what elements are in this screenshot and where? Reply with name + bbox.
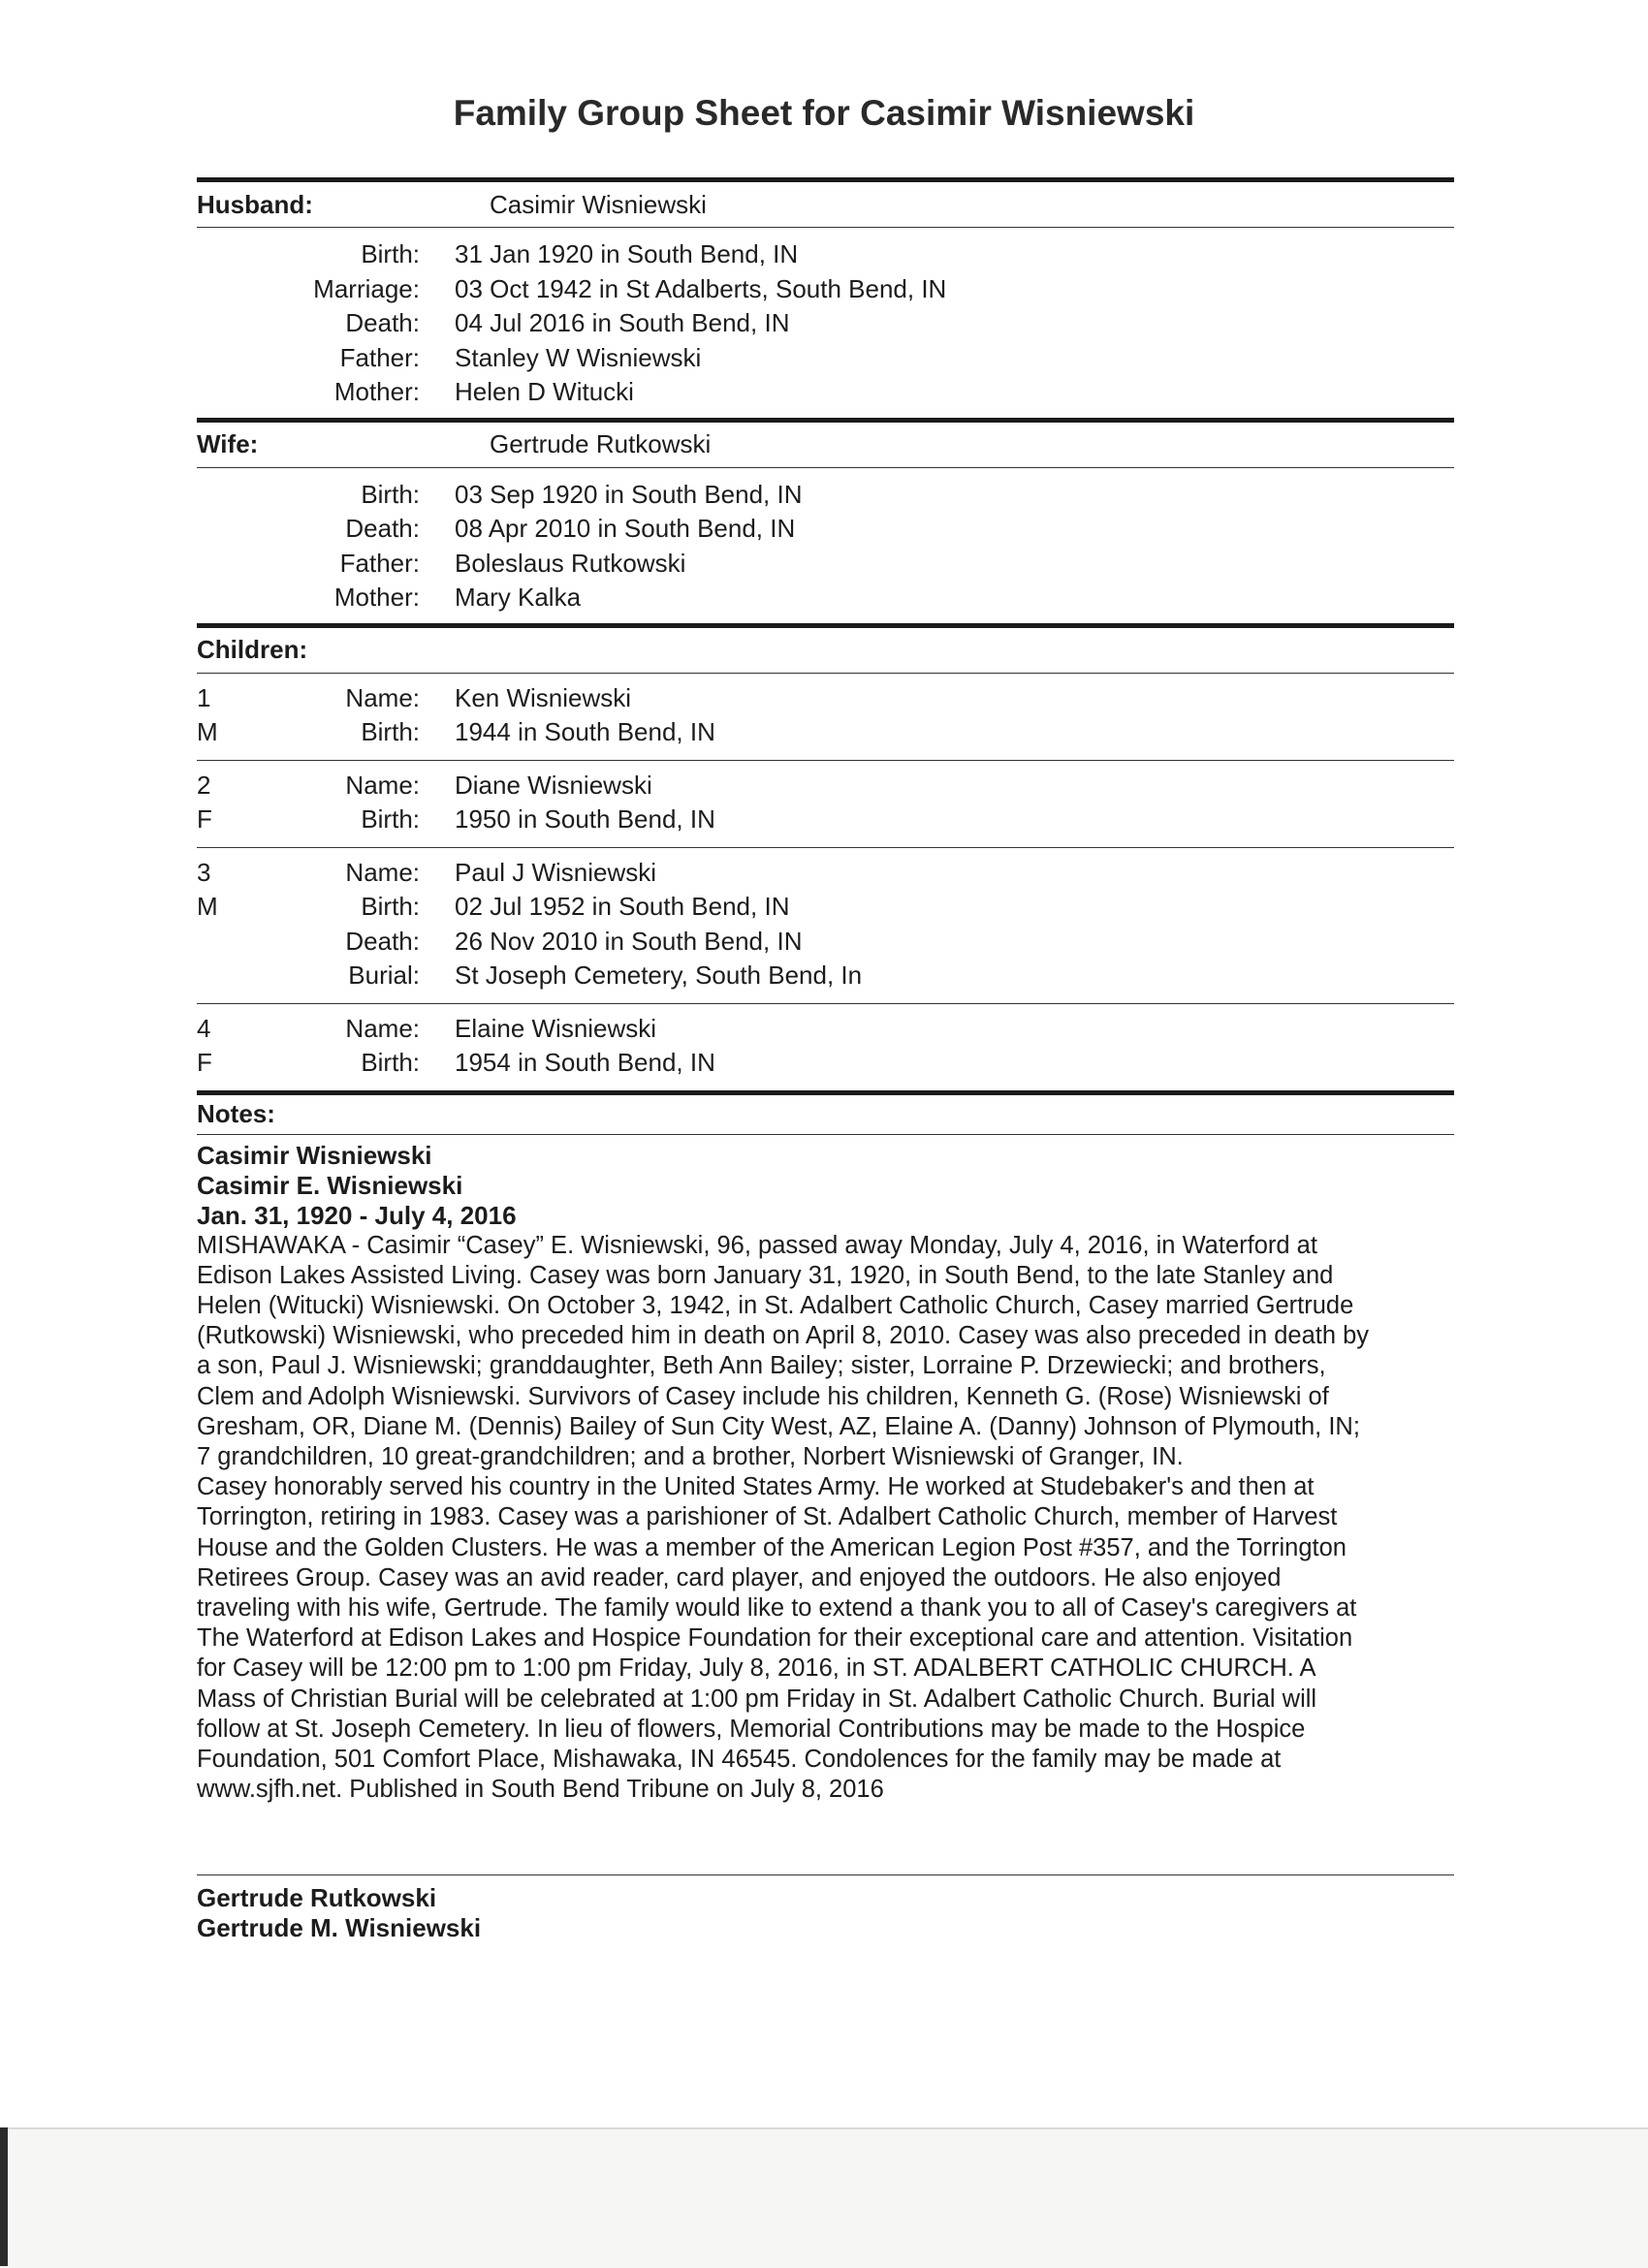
obituary-line: Retirees Group. Casey was an avid reader, card player, and enjoyed the outdoors. He also enjoyed <box>197 1563 1282 1591</box>
fact-label: Father: <box>339 548 420 578</box>
wife-name: Gertrude Rutkowski <box>490 429 712 458</box>
fact-value: Mary Kalka <box>455 583 582 613</box>
fact-label: Death: <box>345 926 420 956</box>
notes-block <box>197 1135 1454 1944</box>
fact-label: Marriage: <box>313 273 420 303</box>
fact-label: Father: <box>339 342 420 372</box>
fact-value: Helen D Witucki <box>455 377 634 407</box>
fact-value: Stanley W Wisniewski <box>455 342 702 372</box>
fact-label: Name: <box>345 1013 420 1043</box>
fact-label: Birth: <box>361 1048 420 1078</box>
child-number: 3 <box>197 857 211 887</box>
husband-label: Husband: <box>197 189 313 219</box>
obituary-line: Clem and Adolph Wisniewski. Survivors of Casey include his children, Kenneth G. (Rose) Wisniewski of <box>197 1382 1329 1410</box>
child-sex: M <box>197 892 218 922</box>
fact-label: Birth: <box>361 892 420 922</box>
fact-value: Paul J Wisniewski <box>455 857 657 887</box>
children-header <box>197 628 1454 673</box>
fact-row <box>197 306 1454 341</box>
wife-facts <box>197 478 1454 615</box>
fact-value: Elaine Wisniewski <box>455 1013 657 1043</box>
fact-label: Name: <box>345 682 420 712</box>
fact-value: 1954 in South Bend, IN <box>455 1048 715 1078</box>
fact-label: Death: <box>345 514 420 544</box>
fact-label: Birth: <box>361 479 420 509</box>
obituary-line: for Casey will be 12:00 pm to 1:00 pm Friday, July 8, 2016, in ST. ADALBERT CATHOLIC CHURCH. A <box>197 1654 1316 1683</box>
note-heading: Jan. 31, 1920 - July 4, 2016 <box>197 1200 517 1230</box>
obituary-line: a son, Paul J. Wisniewski; granddaughter, Beth Ann Bailey; sister, Lorraine P. Drzewiecki; and brothers, <box>197 1352 1326 1380</box>
wife-header <box>197 423 1454 467</box>
obituary-line: Edison Lakes Assisted Living. Casey was born January 31, 1920, in South Bend, to the late Stanley and <box>197 1261 1334 1289</box>
fact-label: Birth: <box>361 717 420 747</box>
obituary-line: follow at St. Joseph Cemetery. In lieu of flowers, Memorial Contributions may be made to the Hospice <box>197 1715 1306 1743</box>
obituary-line: 7 grandchildren, 10 great-grandchildren; and a brother, Norbert Wisniewski of Granger, IN. <box>197 1442 1184 1470</box>
obituary-line: (Rutkowski) Wisniewski, who preceded him in death on April 8, 2010. Casey was also preceded in death by <box>197 1322 1370 1350</box>
obituary-line: The Waterford at Edison Lakes and Hospice Foundation for their exceptional care and attention. Visitation <box>197 1624 1353 1653</box>
obituary-line: MISHAWAKA - Casimir “Casey” E. Wisniewski, 96, passed away Monday, July 4, 2016, in Waterford at <box>197 1231 1317 1259</box>
child-sex: F <box>197 804 212 835</box>
fact-row <box>197 237 1454 272</box>
obituary-line: Torrington, retiring in 1983. Casey was a parishioner of St. Adalbert Catholic Church, member of Harvest <box>197 1503 1338 1531</box>
fact-value: Diane Wisniewski <box>455 770 652 800</box>
fact-value: 04 Jul 2016 in South Bend, IN <box>455 308 790 338</box>
fact-value: 08 Apr 2010 in South Bend, IN <box>455 514 796 544</box>
obituary-line: Gresham, OR, Diane M. (Dennis) Bailey of Sun City West, AZ, Elaine A. (Danny) Johnson of Plymouth, IN; <box>197 1412 1360 1440</box>
fact-label: Birth: <box>361 804 420 835</box>
obituary-line: traveling with his wife, Gertrude. The family would like to extend a thank you to all of Casey's caregivers at <box>197 1593 1357 1622</box>
fact-label: Mother: <box>333 377 420 407</box>
fact-value: 26 Nov 2010 in South Bend, IN <box>455 926 803 956</box>
child-entry <box>197 761 1454 847</box>
note-heading: Gertrude M. Wisniewski <box>197 1913 482 1943</box>
fact-label: Name: <box>345 857 420 887</box>
fact-row <box>197 547 1454 582</box>
fact-row <box>197 272 1454 307</box>
scan-edge <box>0 2127 1648 2268</box>
fact-row <box>197 375 1454 410</box>
husband-header <box>197 182 1454 227</box>
children-label: Children: <box>197 635 308 664</box>
fact-row <box>197 512 1454 547</box>
fact-row <box>197 581 1454 615</box>
obituary-line: Foundation, 501 Comfort Place, Mishawaka, IN 46545. Condolences for the family may be made at <box>197 1745 1282 1773</box>
wife-label: Wife: <box>197 429 259 458</box>
fact-value: Ken Wisniewski <box>455 682 632 712</box>
husband-facts <box>197 237 1454 410</box>
fact-value: 31 Jan 1920 in South Bend, IN <box>455 239 799 269</box>
child-entry <box>197 674 1454 760</box>
child-sex: F <box>197 1048 212 1078</box>
fact-value: St Joseph Cemetery, South Bend, In <box>455 961 863 991</box>
obituary-text <box>197 1231 1454 1806</box>
obituary-line: House and the Golden Clusters. He was a member of the American Legion Post #357, and the Torrington <box>197 1533 1347 1561</box>
obituary-line: Casey honorably served his country in the United States Army. He worked at Studebaker's and then at <box>197 1473 1315 1501</box>
page-title: Family Group Sheet for Casimir Wisniewski <box>453 93 1195 133</box>
note-heading: Casimir Wisniewski <box>197 1140 432 1170</box>
fact-value: 02 Jul 1952 in South Bend, IN <box>455 892 790 922</box>
fact-value: 03 Sep 1920 in South Bend, IN <box>455 479 803 509</box>
child-number: 4 <box>197 1013 211 1043</box>
notes-header <box>197 1095 1454 1134</box>
child-entry <box>197 848 1454 1003</box>
obituary-line: Mass of Christian Burial will be celebrated at 1:00 pm Friday in St. Adalbert Catholic Church. Burial will <box>197 1685 1317 1713</box>
family-group-sheet <box>197 177 1454 1943</box>
fact-value: 1944 in South Bend, IN <box>455 717 715 747</box>
child-number: 2 <box>197 770 211 800</box>
fact-row <box>197 478 1454 513</box>
child-number: 1 <box>197 682 211 712</box>
notes-label: Notes: <box>197 1099 275 1128</box>
fact-row <box>197 341 1454 376</box>
child-entry <box>197 1004 1454 1090</box>
fact-label: Mother: <box>333 583 420 613</box>
fact-label: Death: <box>345 308 420 338</box>
obituary-line: Helen (Witucki) Wisniewski. On October 3, 1942, in St. Adalbert Catholic Church, Casey married Gertrude <box>197 1291 1354 1319</box>
child-sex: M <box>197 717 218 747</box>
note-heading: Casimir E. Wisniewski <box>197 1170 463 1200</box>
husband-name: Casimir Wisniewski <box>490 189 707 219</box>
fact-value: 1950 in South Bend, IN <box>455 804 715 835</box>
obituary-line: www.sjfh.net. Published in South Bend Tribune on July 8, 2016 <box>197 1776 884 1804</box>
note-heading: Gertrude Rutkowski <box>197 1883 437 1913</box>
scan-edge-shadow <box>0 2127 8 2266</box>
fact-label: Burial: <box>348 961 420 991</box>
fact-value: 03 Oct 1942 in St Adalberts, South Bend, IN <box>455 273 947 303</box>
fact-label: Birth: <box>361 239 420 269</box>
fact-label: Name: <box>345 770 420 800</box>
fact-value: Boleslaus Rutkowski <box>455 548 686 578</box>
